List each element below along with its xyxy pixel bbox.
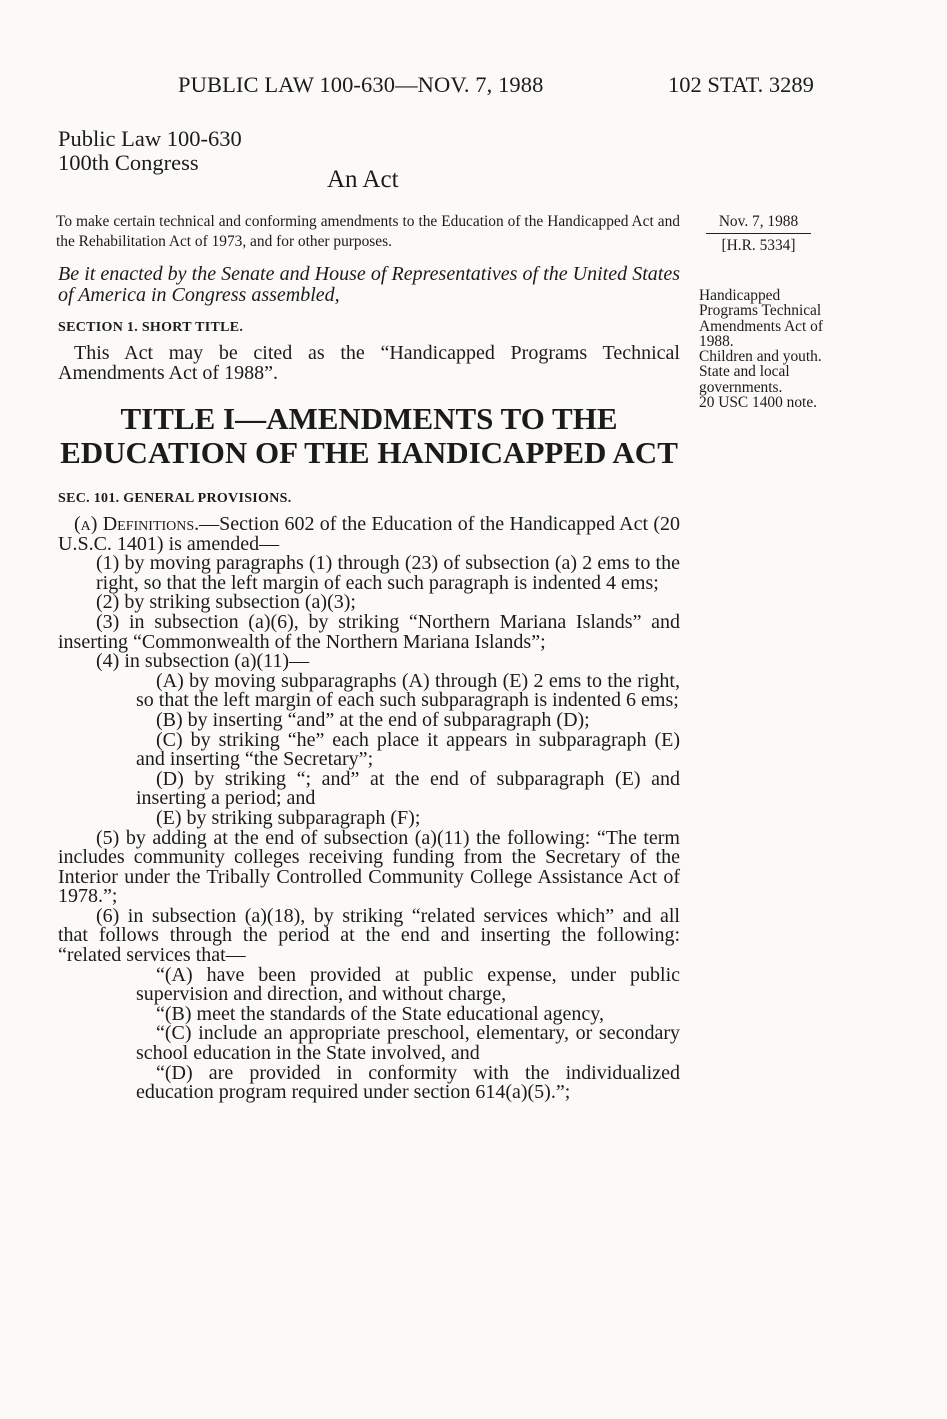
paragraph-3-text: (3) in subsection (a)(6), by striking “Northern Mariana Islands” and inserting “Commonwealth of the Northern Mariana Islands”; (58, 610, 680, 653)
margin-note-short-title: Handicapped Programs Technical Amendments Act of 1988. (699, 287, 823, 350)
an-act-heading: An Act (327, 166, 399, 193)
paragraph-1 (58, 554, 680, 593)
quoted-A-text: “(A) have been provided at public expense, under public supervision and direction, and without charge, (136, 963, 680, 1006)
paragraph-5-text: (5) by adding at the end of subsection (a)(11) the following: “The term includes community colleges receiving funding from the Secretary of the Interior under the Tribally Controlled Community College Assistance Act of 1978.”; (58, 826, 680, 908)
public-law-number: Public Law 100-630 (58, 126, 242, 151)
paragraph-2-text: (2) by striking subsection (a)(3); (96, 591, 356, 614)
purpose-statement: To make certain technical and conforming amendments to the Education of the Handicapped Act and the Rehabilitation Act of 1973, and for other purposes. (56, 213, 680, 250)
subparagraph-4B-text: (B) by inserting “and” at the end of subparagraph (D); (156, 708, 590, 731)
paragraph-6-text: (6) in subsection (a)(18), by striking “related services which” and all that follows through the period at the end and inserting the following: “related services that— (58, 904, 680, 967)
margin-note-usc: 20 USC 1400 note. (699, 394, 817, 412)
section-101-body (58, 515, 680, 1103)
margin-note-children: Children and youth. (699, 348, 822, 366)
paragraph-3 (58, 610, 680, 653)
quoted-C-text: “(C) include an appropriate preschool, elementary, or secondary school education in the State involved, and (136, 1022, 680, 1065)
bill-number: [H.R. 5334] (721, 237, 796, 254)
section-1-body: This Act may be cited as the “Handicapped Programs Technical Amendments Act of 1988”. (58, 342, 680, 384)
subparagraph-4E-text: (E) by striking subparagraph (F); (156, 806, 421, 829)
running-head: PUBLIC LAW 100-630—NOV. 7, 1988 (178, 72, 544, 97)
subparagraph-4A-text: (A) by moving subparagraphs (A) through (E) 2 ems to the right, so that the left margin of each such subparagraph is indented 6 ems; (136, 669, 680, 712)
enactment-date: Nov. 7, 1988 (706, 212, 811, 234)
subparagraph-4D-text: (D) by striking “; and” at the end of subparagraph (E) and inserting a period; and (136, 767, 680, 810)
margin-notes (699, 288, 829, 410)
subparagraph-4D (58, 767, 680, 810)
title-1-heading (58, 402, 680, 470)
subsection-a (58, 515, 680, 554)
quoted-C (58, 1024, 680, 1063)
enacting-clause: Be it enacted by the Senate and House of Representatives of the United States of America in Congress assembled, (58, 263, 680, 306)
quoted-B-text: “(B) meet the standards of the State educational agency, (156, 1002, 604, 1025)
date-bill-note (706, 212, 811, 256)
stat-citation: 102 STAT. 3289 (668, 72, 814, 97)
section-101-heading: SEC. 101. GENERAL PROVISIONS. (58, 491, 292, 506)
paragraph-5 (58, 826, 680, 908)
subsection-a-caption: (a) Definitions. (74, 513, 200, 535)
congress-label: 100th Congress (58, 150, 199, 175)
subparagraph-4C (58, 728, 680, 771)
title-1-line-2: EDUCATION OF THE HANDICAPPED ACT (60, 435, 678, 470)
quoted-D-text: “(D) are provided in conformity with the individualized education program required under section 614(a)(5).”; (136, 1061, 680, 1104)
section-1-text (58, 343, 680, 383)
title-1-line-1: TITLE I—AMENDMENTS TO THE (120, 401, 618, 436)
paragraph-4-text: (4) in subsection (a)(11)— (96, 650, 310, 673)
subparagraph-4C-text: (C) by striking “he” each place it appears in subparagraph (E) and inserting “the Secretary”; (136, 728, 680, 771)
section-1-heading: SECTION 1. SHORT TITLE. (58, 320, 244, 335)
paragraph-1-text: (1) by moving paragraphs (1) through (23) of subsection (a) 2 ems to the right, so that the left margin of each such paragraph is indented 4 ems; (96, 552, 680, 594)
margin-note-governments: State and local governments. (699, 363, 790, 396)
subparagraph-4A (58, 669, 680, 712)
quoted-D (58, 1061, 680, 1104)
paragraph-6 (58, 904, 680, 967)
quoted-A (58, 963, 680, 1006)
subsection-a-text: —Section 602 of the Education of the Handicapped Act (20 U.S.C. 1401) is amended— (58, 513, 681, 555)
